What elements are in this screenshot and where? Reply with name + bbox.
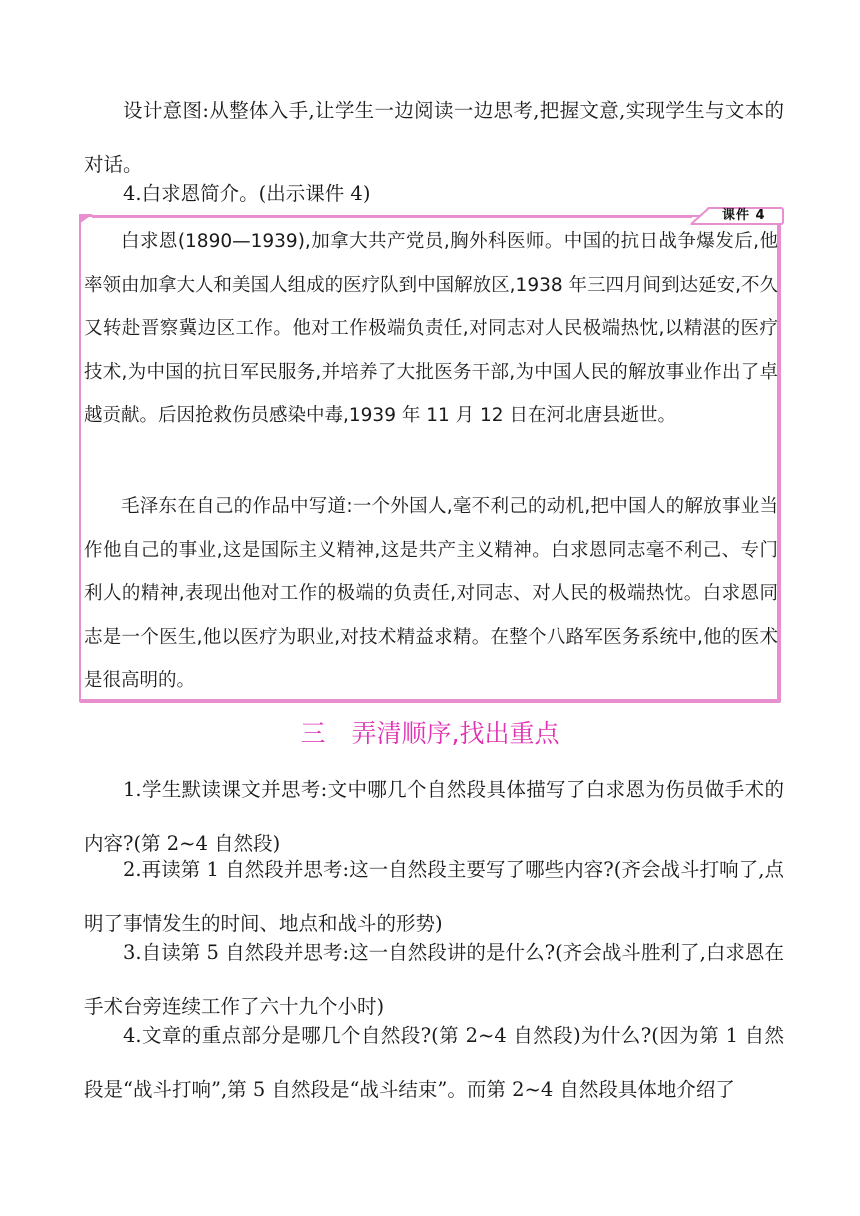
step-4-heading: 4.白求恩简介。(出示课件 4) [123,182,371,205]
courseware-paragraph-1: 白求恩(1890—1939),加拿大共产党员,胸外科医师。中国的抗日战争爆发后,他率领由加拿大人和美国人组成的医疗队到中国解放区,1938 年三四月间到达延安,不久又转赴晋察冀边区工作。他对工作极端负责任,对同志对人民极端热忱,以精湛的医疗技术,为中国的抗日军民服务,并培养了大批医务干部,为中国人民的解放事业作出了卓越贡献。后因抢救伤员感染中毒,1939 年 11 月 12 日在河北唐县逝世。 [84,231,778,426]
question-3: 3.自读第 5 自然段并思考:这一自然段讲的是什么?(齐会战斗胜利了,白求恩在手术台旁连续工作了六十九个小时) [84,941,784,1018]
courseware-paragraph-2: 毛泽东在自己的作品中写道:一个外国人,毫不利己的动机,把中国人的解放事业当作他自己的事业,这是国际主义精神,这是共产主义精神。白求恩同志毫不利己、专门利人的精神,表现出他对工作的极端的负责任,对同志、对人民的极端热忱。白求恩同志是一个医生,他以医疗为职业,对技术精益求精。在整个八路军医务系统中,他的医术是很高明的。 [84,496,778,691]
question-1: 1.学生默读课文并思考:文中哪几个自然段具体描写了白求恩为伤员做手术的内容?(第 2~4 自然段) [84,778,784,855]
section-number: 三 [300,719,326,748]
question-2: 2.再读第 1 自然段并思考:这一自然段主要写了哪些内容?(齐会战斗打响了,点明了事情发生的时间、地点和战斗的形势) [84,858,784,935]
courseware-tab-label: 课件 4 [722,208,766,223]
box-top-rule [92,216,692,218]
section-title: 弄清顺序,找出重点 [351,719,560,748]
question-4: 4.文章的重点部分是哪几个自然段?(第 2~4 自然段)为什么?(因为第 1 自然段是“战斗打响”,第 5 自然段是“战斗结束”。而第 2~4 自然段具体地介绍了 [84,1024,784,1101]
section-heading [0,712,860,756]
design-intent-paragraph: 设计意图:从整体入手,让学生一边阅读一边思考,把握文意,实现学生与文本的对话。 [84,99,784,176]
